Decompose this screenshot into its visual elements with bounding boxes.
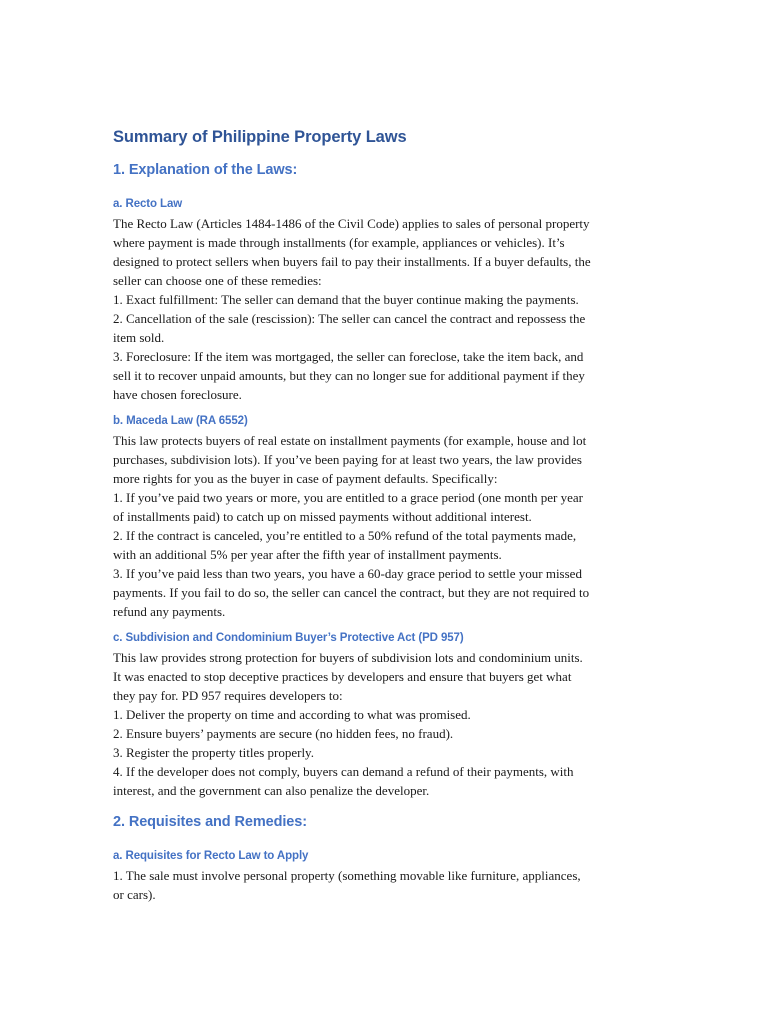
document-title: Summary of Philippine Property Laws	[113, 128, 407, 146]
text-line: item sold.	[113, 330, 165, 345]
text-line: interest, and the government can also penalize the developer.	[113, 783, 430, 798]
section-1-heading: 1. Explanation of the Laws:	[113, 162, 298, 178]
recto-requisites-paragraph	[113, 866, 658, 904]
text-line: have chosen foreclosure.	[113, 387, 242, 402]
text-line: payments. If you fail to do so, the seller can cancel the contract, but they are not required to	[113, 585, 590, 600]
text-line: refund any payments.	[113, 604, 226, 619]
recto-requisites-heading: a. Requisites for Recto Law to Apply	[113, 850, 309, 862]
text-line: or cars).	[113, 887, 156, 902]
text-line: sell it to recover unpaid amounts, but they can no longer sue for additional payment if they	[113, 368, 585, 383]
pd957-paragraph	[113, 648, 658, 800]
text-line: where payment is made through installments (for example, appliances or vehicles). It’s	[113, 235, 565, 250]
text-line: 1. Deliver the property on time and according to what was promised.	[113, 707, 471, 722]
recto-law-paragraph	[113, 214, 658, 404]
text-line: It was enacted to stop deceptive practices by developers and ensure that buyers get what	[113, 669, 572, 684]
text-line: 4. If the developer does not comply, buyers can demand a refund of their payments, with	[113, 764, 574, 779]
text-line: 3. If you’ve paid less than two years, you have a 60-day grace period to settle your missed	[113, 566, 582, 581]
section-2-heading: 2. Requisites and Remedies:	[113, 814, 307, 830]
maceda-law-heading: b. Maceda Law (RA 6552)	[113, 415, 248, 427]
text-line: of installments paid) to catch up on missed payments without additional interest.	[113, 509, 532, 524]
text-line: The Recto Law (Articles 1484-1486 of the Civil Code) applies to sales of personal property	[113, 216, 590, 231]
maceda-law-paragraph	[113, 431, 658, 621]
text-line: they pay for. PD 957 requires developers to:	[113, 688, 343, 703]
text-line: with an additional 5% per year after the fifth year of installment payments.	[113, 547, 502, 562]
pd957-heading: c. Subdivision and Condominium Buyer’s Protective Act (PD 957)	[113, 632, 464, 644]
text-line: 1. Exact fulfillment: The seller can demand that the buyer continue making the payments.	[113, 292, 579, 307]
text-line: 1. If you’ve paid two years or more, you are entitled to a grace period (one month per year	[113, 490, 583, 505]
text-line: purchases, subdivision lots). If you’ve been paying for at least two years, the law provides	[113, 452, 582, 467]
text-line: 2. Ensure buyers’ payments are secure (no hidden fees, no fraud).	[113, 726, 454, 741]
text-line: designed to protect sellers when buyers fail to pay their installments. If a buyer defaults, the	[113, 254, 591, 269]
text-line: 2. If the contract is canceled, you’re entitled to a 50% refund of the total payments made,	[113, 528, 577, 543]
text-line: 3. Register the property titles properly.	[113, 745, 314, 760]
text-line: 2. Cancellation of the sale (rescission): The seller can cancel the contract and repossess the	[113, 311, 586, 326]
recto-law-heading: a. Recto Law	[113, 198, 183, 210]
document-body	[113, 124, 658, 904]
text-line: This law provides strong protection for buyers of subdivision lots and condominium units.	[113, 650, 583, 665]
text-line: 3. Foreclosure: If the item was mortgaged, the seller can foreclose, take the item back, and	[113, 349, 584, 364]
text-line: seller can choose one of these remedies:	[113, 273, 322, 288]
text-line: This law protects buyers of real estate on installment payments (for example, house and lot	[113, 433, 587, 448]
text-line: more rights for you as the buyer in case of payment defaults. Specifically:	[113, 471, 498, 486]
text-line: 1. The sale must involve personal property (something movable like furniture, appliances,	[113, 868, 581, 883]
